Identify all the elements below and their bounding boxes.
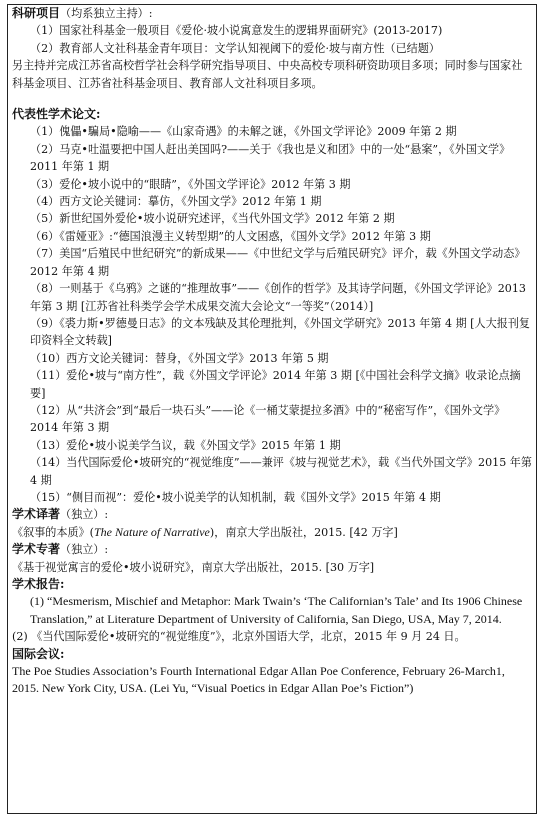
- translation-pre: 《叙事的本质》(: [12, 525, 94, 539]
- translation-post: )，南京大学出版社，2015. [42 万字]: [209, 525, 398, 539]
- report-item-2: (2) 《当代国际爱伦•坡研究的“视觉维度”》，北京外国语大学，北京，2015 年 9 月 24 日。: [12, 630, 466, 644]
- monograph-entry: 《基于视觉寓言的爱伦•坡小说研究》，南京大学出版社，2015. [30 万字]: [12, 560, 375, 574]
- paper-item-9: （9）《裘力斯•罗德曼日志》的文本残缺及其伦理批判，《外国文学研究》2013 年第 4 期 [人大报刊复印资料全文转载]: [30, 316, 530, 348]
- paper-item-1: （1）傀儡•騙局•隐喻——《山家奇遇》的未解之谜，《外国文学评论》2009 年第 2 期: [30, 125, 457, 139]
- paper-item-14: （14）当代国际爱伦•坡研究的“视觉维度”——兼评《坡与视觉艺术》，载《当代外国文学》2015 年第 4 期: [30, 456, 532, 487]
- reports-heading: 学术报告:: [12, 577, 65, 591]
- paper-item-6: （6）《雷娅亚》:“德国浪漫主义转型期”的人文困惑，《国外文学》2012 年第 3 期: [30, 229, 431, 243]
- paper-item-3: （3）爱伦•坡小说中的“眼睛”，《外国文学评论》2012 年第 3 期: [30, 177, 351, 191]
- research-heading-line: [12, 5, 532, 22]
- document-page: [7, 4, 537, 814]
- translation-heading: 学术译著: [12, 507, 61, 522]
- translation-heading-line: [12, 506, 532, 523]
- paper-item-11: （11）爱伦•坡与“南方性”，载《外国文学评论》2014 年第 3 期 [《中国社会科学文摘》收录论点摘要]: [30, 369, 521, 400]
- paper-item-8: （8）一则基于《乌鸦》之谜的“推理故事”——《创作的哲学》及其诗学问题，《外国文学评论》2013 年第 3 期 [江苏省社科类学会学术成果交流大会论文“一等奖”（2014）]: [30, 282, 526, 313]
- paper-item-12: （12）从“共济会”到“最后一块石头”——论《一桶艾蒙提拉多酒》中的“秘密写作”，《国外文学》2014 年第 3 期: [30, 403, 506, 435]
- report-item-1: (1) “Mesmerism, Mischief and Metaphor: Mark Twain’s ‘The Californian’s Tale’ and Its 1906 Chinese Translation,” at Literature Department of University of California, San Diego, USA, May 7, 2014.: [30, 594, 523, 626]
- monograph-heading: 学术专著: [12, 542, 61, 557]
- research-item-1: （1）国家社科基金一般项目《爱伦·坡小说寓意发生的逻辑界面研究》(2013-2017): [30, 24, 443, 38]
- paper-item-10: （10）西方文论关键词：替身，《外国文学》2013 年第 5 期: [30, 351, 329, 365]
- research-heading-note: （均系独立主持）:: [60, 7, 153, 20]
- research-item-2: （2）教育部人文社科基金青年项目：文学认知视阈下的爱伦·坡与南方性（已结题）: [30, 41, 440, 55]
- paper-item-15: （15）“侧目而视”：爱伦•坡小说美学的认知机制，载《国外文学》2015 年第 4 期: [30, 490, 441, 504]
- paper-item-13: （13）爱伦•坡小说美学刍议，载《外国文学》2015 年第 1 期: [30, 438, 341, 452]
- translation-entry: [12, 524, 532, 541]
- monograph-heading-note: （独立）:: [60, 543, 109, 557]
- paper-item-7: （7）美国“后殖民中世纪研究”的新成果——《中世纪文学与后殖民研究》评介，载《外国文学动态》2012 年第 4 期: [30, 247, 526, 278]
- paper-item-2: （2）马克•吐温要把中国人赶出美国吗?——关于《我也是义和团》中的一处“悬案”，《外国文学》2011 年第 1 期: [30, 142, 511, 174]
- papers-heading: 代表性学术论文:: [12, 107, 101, 122]
- paper-item-5: （5）新世纪国外爱伦•坡小说研究述评，《当代外国文学》2012 年第 2 期: [30, 212, 395, 226]
- translation-title-en: The Nature of Narrative: [94, 524, 210, 539]
- research-heading: 科研项目: [12, 6, 61, 20]
- monograph-heading-line: [12, 541, 532, 558]
- paper-item-4: （4）西方文论关键词：摹仿，《外国文学》2012 年第 1 期: [30, 195, 322, 209]
- research-extra: 另主持并完成江苏省高校哲学社会科学研究指导项目、中央高校专项科研资助项目多项；同时参与国家社科基金项目、江苏省社科基金项目、教育部人文社科项目多项。: [12, 59, 523, 90]
- translation-heading-note: （独立）:: [60, 508, 109, 522]
- conference-entry: The Poe Studies Association’s Fourth International Edgar Allan Poe Conference, February 26-March1, 2015. New York City, USA. (Lei Yu, “Visual Poetics in Edgar Allan Poe’s Fiction”): [12, 664, 505, 696]
- conference-heading: 国际会议:: [12, 646, 65, 661]
